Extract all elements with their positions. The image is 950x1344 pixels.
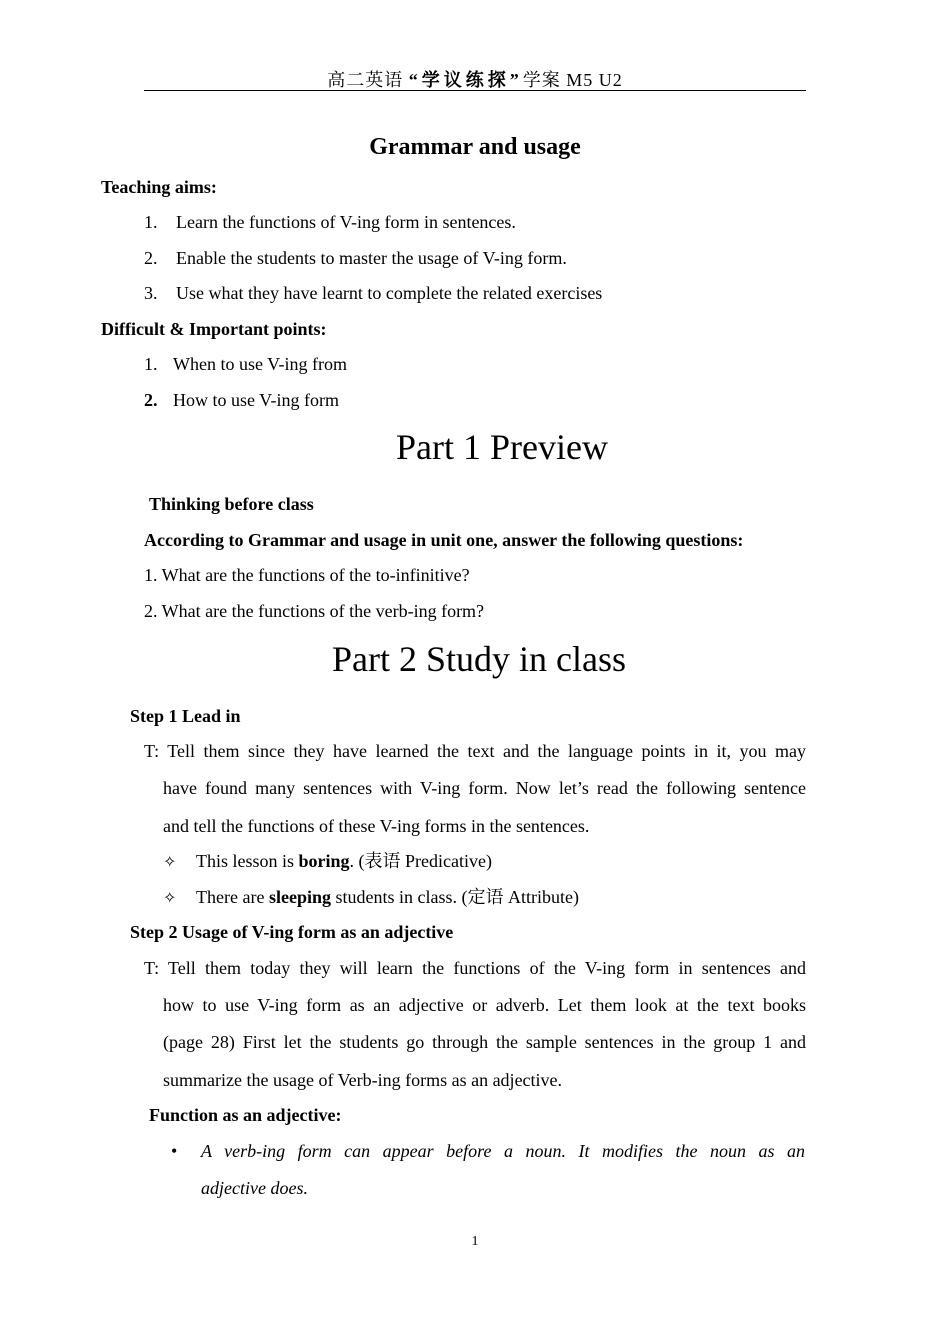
diamond-bullet-icon: ✧ [163,852,177,871]
page-number: 1 [471,1234,479,1249]
header-suffix: 学案 M5 U2 [522,70,623,90]
page-header [144,66,806,92]
bullet-dot-icon: • [171,1141,178,1161]
teaching-aim-item [144,282,602,304]
step2-paragraph-line: T: Tell them today they will learn the functions of the V-ing form in sentences and [144,958,806,978]
example-keyword: sleeping [268,887,331,907]
item-number: 3. [144,283,158,303]
part1-instruction: According to Grammar and usage in unit one, answer the following questions: [144,530,744,550]
item-number: 2. [144,248,158,268]
header-quoted: “学议练探” [408,70,523,90]
example-text: students in class. (定语 Attribute) [330,887,579,907]
example-sentence [163,886,579,909]
teaching-aims-heading: Teaching aims: [101,177,217,197]
teaching-aim-item [144,211,516,233]
item-number: 2. [144,390,158,410]
diamond-bullet-icon: ✧ [163,888,177,907]
teaching-aim-item [144,247,567,269]
item-text: When to use V-ing from [173,354,347,374]
item-text: Use what they have learnt to complete the related exercises [176,283,603,303]
step2-heading: Step 2 Usage of V-ing form as an adjective [130,922,454,942]
example-text: This lesson is [196,851,299,871]
step2-paragraph-line: how to use V-ing form as an adjective or adverb. Let them look at the text books [163,995,806,1015]
step1-paragraph-line: T: Tell them since they have learned the text and the language points in it, you may [144,741,806,761]
example-text: . (表语 Predicative) [349,851,492,871]
part1-subheading: Thinking before class [149,494,314,514]
example-keyword: boring [298,851,350,871]
step1-heading: Step 1 Lead in [130,706,241,726]
part1-title: Part 1 Preview [396,427,608,467]
point-item [144,389,339,411]
function-heading: Function as an adjective: [149,1105,342,1125]
preview-question: 2. What are the functions of the verb-ing form? [144,601,485,621]
point-item [144,353,347,375]
header-prefix: 高二英语 [327,70,409,90]
item-number: 1. [144,354,158,374]
step1-paragraph-line: and tell the functions of these V-ing forms in the sentences. [163,816,590,836]
bullet-line: adjective does. [201,1178,308,1198]
example-text: There are [196,887,269,907]
document-title: Grammar and usage [369,134,581,160]
part2-title: Part 2 Study in class [332,639,626,679]
step2-paragraph-line: summarize the usage of Verb-ing forms as an adjective. [163,1070,563,1090]
step2-paragraph-line: (page 28) First let the students go through the sample sentences in the group 1 and [163,1032,806,1052]
header-rule [144,90,806,91]
bullet-line: A verb-ing form can appear before a noun. It modifies the noun as an [201,1141,805,1161]
example-sentence [163,850,492,873]
preview-question: 1. What are the functions of the to-infinitive? [144,565,470,585]
item-text: How to use V-ing form [173,390,339,410]
item-text: Enable the students to master the usage of V-ing form. [176,248,567,268]
item-number: 1. [144,212,158,232]
item-text: Learn the functions of V-ing form in sentences. [176,212,516,232]
step1-paragraph-line: have found many sentences with V-ing form. Now let’s read the following sentence [163,778,806,798]
points-heading: Difficult & Important points: [101,319,327,339]
